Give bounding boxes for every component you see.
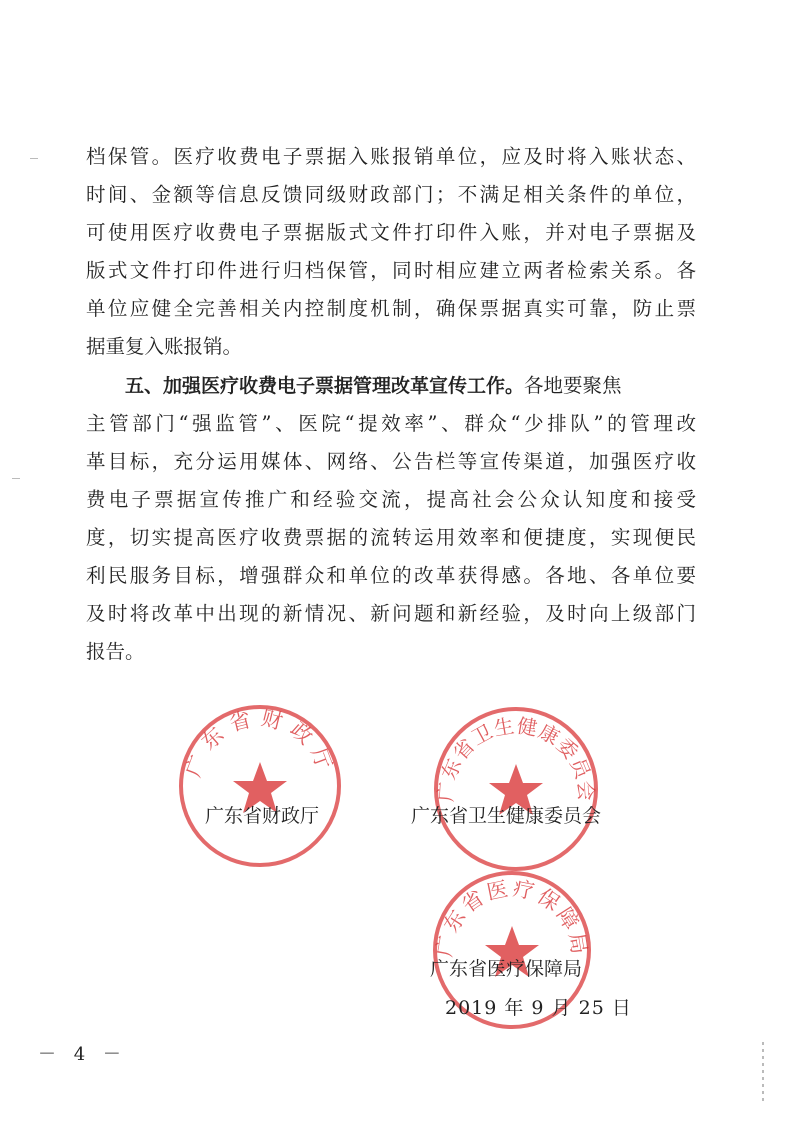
text-line: 主管部门“强监管”、医院“提效率”、群众“少排队”的管理改: [86, 411, 696, 435]
paragraph-line: [86, 519, 696, 557]
scan-mark: [12, 478, 20, 479]
signer-medical-security: 广东省医疗保障局: [430, 958, 583, 980]
paragraph-line: [86, 176, 696, 214]
text-line: 版式文件打印件进行归档保管，同时相应建立两者检索关系。各: [86, 259, 696, 283]
paragraph-line: [86, 633, 696, 671]
text-line: 单位应健全完善相关内控制度机制，确保票据真实可靠，防止票: [86, 297, 696, 321]
section5-heading-line: [86, 367, 696, 405]
paragraph-line: [86, 481, 696, 519]
section5-first-rest: 各地要聚焦: [524, 373, 622, 397]
finance-dept-seal: [176, 702, 344, 870]
text-line: 报告。: [86, 640, 145, 664]
paragraph-line: [86, 405, 696, 443]
text-line: 及时将改革中出现的新情况、新问题和新经验，及时向上级部门: [86, 602, 696, 626]
paragraph-line: [86, 443, 696, 481]
text-line: 档保管。医疗收费电子票据入账报销单位，应及时将入账状态、: [86, 145, 696, 168]
scan-mark: [30, 158, 38, 159]
seal-text-health: 广东省卫生健康委员会: [433, 713, 599, 803]
page-number: － 4 －: [38, 1044, 127, 1065]
body-text: [86, 138, 696, 671]
seal-text-finance: 广东省财政厅: [180, 705, 340, 781]
text-line: 度，切实提高医疗收费票据的流转运用效率和便捷度，实现便民: [86, 525, 696, 549]
paragraph-line: [86, 557, 696, 595]
text-line: 利民服务目标，增强群众和单位的改革获得感。各地、各单位要: [86, 564, 696, 588]
text-line: 据重复入账报销。: [86, 335, 243, 359]
seal-text-medical: 广东省医疗保障局: [432, 876, 592, 959]
health-commission-seal: [431, 704, 601, 874]
paragraph-line: [86, 252, 696, 290]
text-line: 费电子票据宣传推广和经验交流，提高社会公众认知度和接受: [86, 487, 696, 511]
text-line: 革目标，充分运用媒体、网络、公告栏等宣传渠道，加强医疗收: [86, 449, 696, 473]
text-line: 时间、金额等信息反馈同级财政部门；不满足相关条件的单位，: [86, 183, 696, 207]
paragraph-line: [86, 595, 696, 633]
paragraph-line: [86, 328, 696, 366]
issue-date: 2019 年 9 月 25 日: [445, 997, 632, 1019]
text-line: 可使用医疗收费电子票据版式文件打印件入账，并对电子票据及: [86, 221, 696, 245]
paragraph-line: [86, 214, 696, 252]
scan-mark: [762, 1042, 764, 1102]
paragraph-line: [86, 290, 696, 328]
section5-heading: 五、加强医疗收费电子票据管理改革宣传工作。: [125, 374, 525, 397]
paragraph-line: [86, 138, 696, 176]
signer-finance-dept: 广东省财政厅: [205, 805, 320, 827]
signer-health-commission: 广东省卫生健康委员会: [411, 805, 602, 827]
